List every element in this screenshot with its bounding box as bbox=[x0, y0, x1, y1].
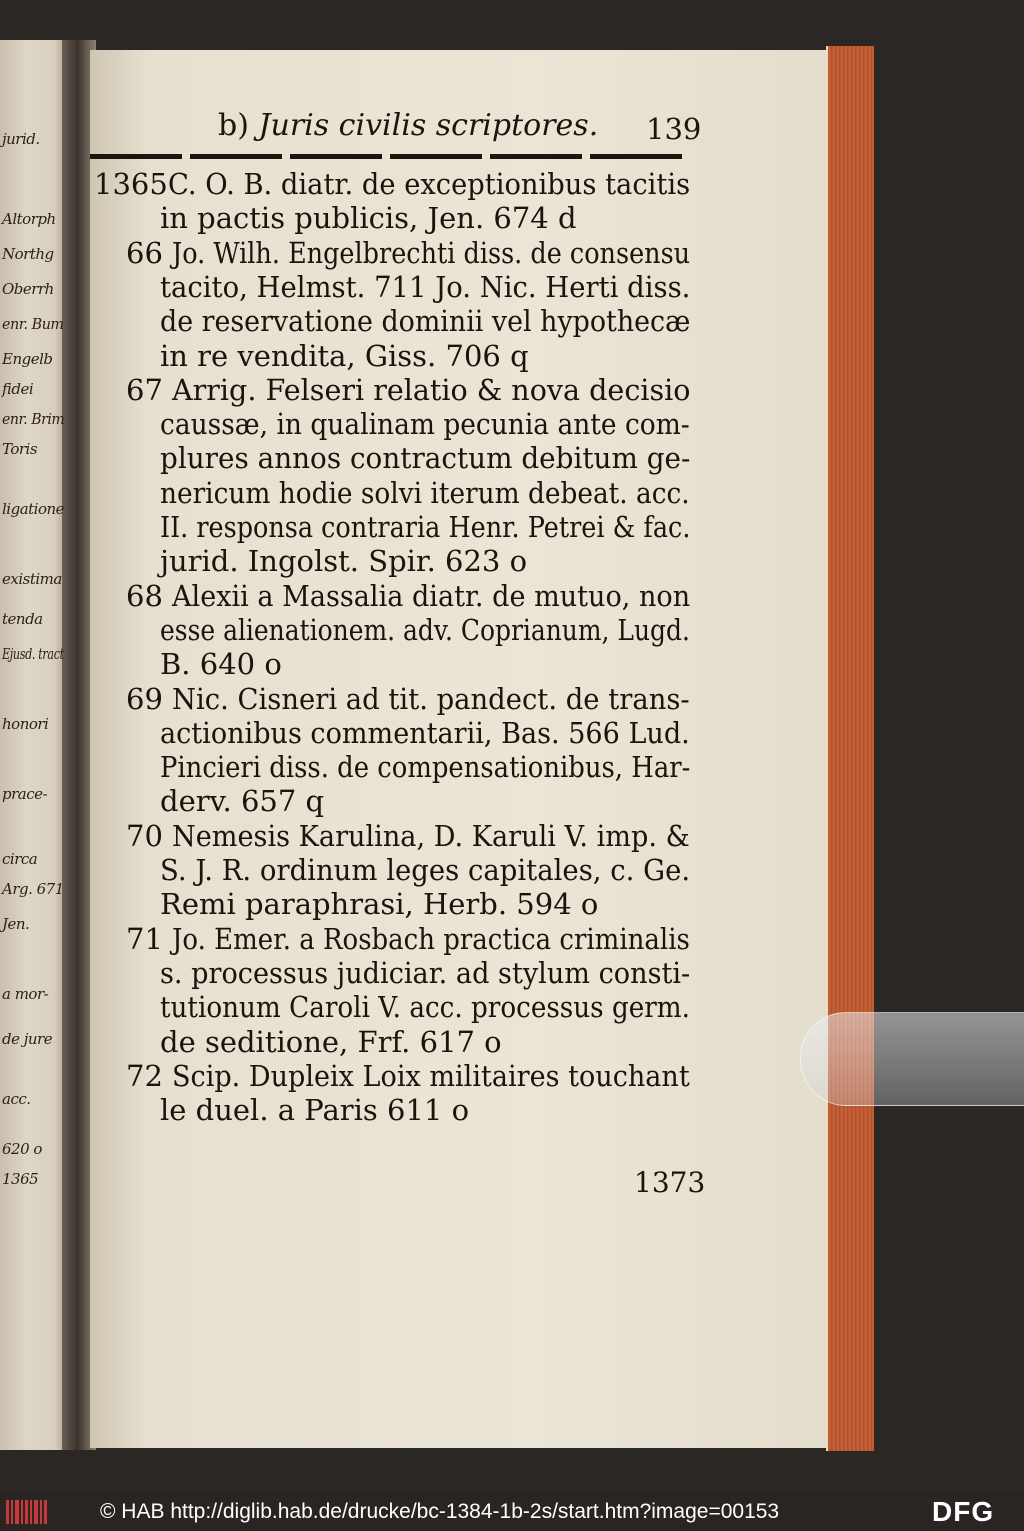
margin-fragment: Engelb bbox=[2, 350, 53, 368]
entry-line: C. O. B. diatr. de exceptionibus tacitis bbox=[168, 167, 691, 201]
margin-fragment: Arg. 671 bbox=[2, 880, 64, 898]
barcode-icon bbox=[6, 1500, 48, 1524]
entry-line: plures annos contractum debitum ge- bbox=[160, 441, 691, 476]
entry-line: in pactis publicis, Jen. 674 d bbox=[160, 201, 577, 236]
margin-fragment: fidei bbox=[2, 380, 34, 398]
entry-line: esse alienationem. adv. Coprianum, Lugd. bbox=[160, 612, 690, 647]
entry-line: Scip. Dupleix Loix militaires touchant bbox=[172, 1058, 690, 1093]
margin-fragment: Oberrh bbox=[2, 280, 54, 298]
entry-line: Arrig. Felseri relatio & nova decisio bbox=[172, 372, 691, 407]
header-prefix: b) bbox=[218, 108, 249, 143]
entry-line: tutionum Caroli V. acc. processus germ. bbox=[160, 990, 691, 1025]
header-rule bbox=[90, 154, 688, 159]
margin-fragment: honori bbox=[2, 715, 49, 733]
margin-fragment: 1365 bbox=[2, 1170, 39, 1188]
plastic-page-holder bbox=[800, 1012, 1024, 1106]
footer-bar bbox=[0, 1492, 1024, 1531]
margin-fragment: Altorph bbox=[2, 210, 56, 228]
margin-fragment: enr. Bum bbox=[2, 315, 64, 333]
margin-fragment: a mor- bbox=[2, 985, 49, 1003]
page-number: 139 bbox=[646, 112, 702, 146]
margin-fragment: Jen. bbox=[2, 915, 30, 933]
entry-line: B. 640 o bbox=[160, 647, 282, 682]
entry-line: S. J. R. ordinum leges capitales, c. Ge. bbox=[160, 853, 691, 887]
catchword: 1373 bbox=[634, 1166, 706, 1199]
entry-line: derv. 657 q bbox=[160, 784, 325, 819]
margin-fragment: acc. bbox=[2, 1090, 31, 1108]
entry-number: 71 bbox=[126, 921, 163, 956]
entry-line: tacito, Helmst. 711 Jo. Nic. Herti diss. bbox=[160, 269, 691, 304]
entry-line: Jo. Wilh. Engelbrechti diss. de consensu bbox=[172, 235, 691, 270]
header-title: Juris civilis scriptores. bbox=[258, 108, 599, 143]
entry-line: actionibus commentarii, Bas. 566 Lud. bbox=[160, 715, 690, 750]
entry-number: 67 bbox=[126, 372, 163, 407]
entry-number: 69 bbox=[126, 681, 163, 716]
margin-fragment: Ejusd. tract bbox=[2, 645, 64, 663]
running-header bbox=[218, 108, 598, 143]
entry-line: II. responsa contraria Henr. Petrei & fac. bbox=[160, 510, 691, 544]
entry-line: in re vendita, Giss. 706 q bbox=[160, 338, 529, 373]
margin-fragment: Northg bbox=[2, 245, 54, 263]
copyright-url[interactable]: © HAB http://diglib.hab.de/drucke/bc-1384-1b-2s/start.htm?image=00153 bbox=[100, 1500, 780, 1523]
entry-line: Remi paraphrasi, Herb. 594 o bbox=[160, 887, 599, 922]
margin-fragment: Toris bbox=[2, 440, 38, 458]
margin-fragment: jurid. bbox=[2, 130, 40, 148]
entry-line: jurid. Ingolst. Spir. 623 o bbox=[160, 544, 528, 579]
dfg-logo: DFG bbox=[932, 1496, 995, 1527]
entry-line: Jo. Emer. a Rosbach practica criminalis bbox=[172, 921, 690, 956]
margin-fragment: enr. Brim bbox=[2, 410, 65, 428]
margin-fragment: de jure bbox=[2, 1030, 53, 1048]
entry-line: de seditione, Frf. 617 o bbox=[160, 1024, 502, 1059]
margin-fragment: 620 o bbox=[2, 1140, 42, 1158]
margin-fragment: prace- bbox=[2, 785, 48, 803]
entry-line: de reservatione dominii vel hypothecæ bbox=[160, 304, 691, 339]
entry-line: Pincieri diss. de compensationibus, Har- bbox=[160, 750, 691, 785]
red-page-edges bbox=[826, 46, 874, 1451]
entry-line: caussæ, in qualinam pecunia ante com- bbox=[160, 407, 690, 442]
margin-fragment: existima bbox=[2, 570, 62, 588]
entry-line: s. processus judiciar. ad stylum consti- bbox=[160, 955, 691, 990]
entry-line: nericum hodie solvi iterum debeat. acc. bbox=[160, 475, 690, 510]
entry-number: 1365 bbox=[94, 167, 168, 201]
entry-number: 70 bbox=[126, 818, 163, 853]
entry-line: Alexii a Massalia diatr. de mutuo, non bbox=[172, 578, 691, 613]
entry-number: 72 bbox=[126, 1058, 163, 1093]
entry-line: le duel. a Paris 611 o bbox=[160, 1093, 470, 1128]
margin-fragment: ligatione bbox=[2, 500, 65, 518]
margin-fragment: circa bbox=[2, 850, 38, 868]
entry-line: Nemesis Karulina, D. Karuli V. imp. & bbox=[172, 818, 690, 853]
entry-number: 68 bbox=[126, 578, 163, 613]
entry-line: Nic. Cisneri ad tit. pandect. de trans- bbox=[172, 681, 690, 716]
margin-fragment: tenda bbox=[2, 610, 43, 628]
entry-number: 66 bbox=[126, 235, 163, 270]
